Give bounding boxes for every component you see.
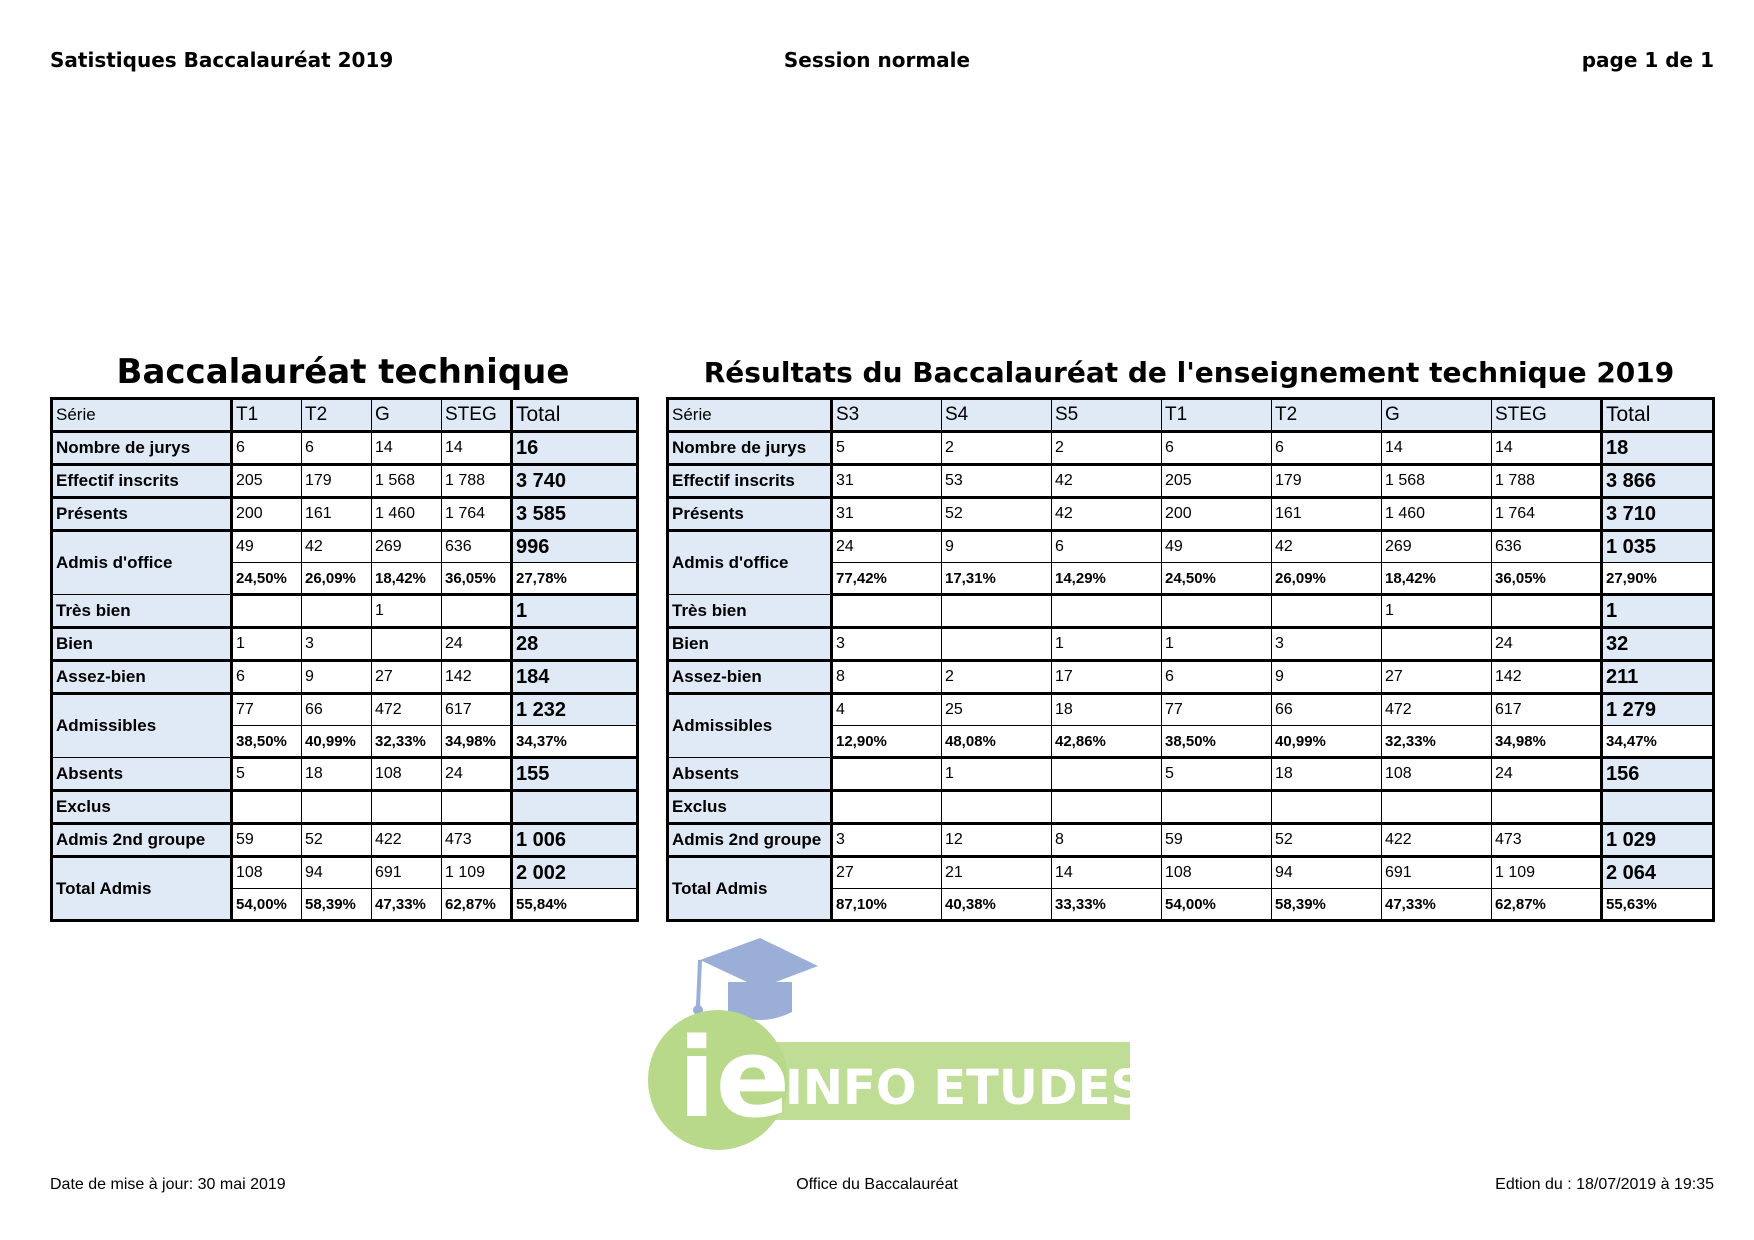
row-label: Admis d'office (668, 531, 832, 595)
info-etudes-logo-graphic (640, 930, 1170, 1150)
data-cell: 6 (1162, 661, 1272, 694)
page-indicator: page 1 de 1 (1581, 48, 1714, 72)
data-cell: 3 (832, 628, 942, 661)
data-cell: 108 (1382, 758, 1492, 791)
table-header-row (668, 399, 1714, 432)
percentage-cell: 58,39% (302, 889, 372, 921)
table-row (668, 465, 1714, 498)
data-cell: 5 (1162, 758, 1272, 791)
data-cell: 66 (302, 694, 372, 726)
data-cell: 108 (372, 758, 442, 791)
total-percentage-cell: 27,90% (1602, 563, 1714, 595)
data-cell (832, 791, 942, 824)
row-label: Très bien (668, 595, 832, 628)
column-header: T2 (1272, 399, 1382, 432)
data-cell: 473 (1492, 824, 1602, 857)
data-cell: 1 (1382, 595, 1492, 628)
data-cell: 1 764 (1492, 498, 1602, 531)
table-row (52, 661, 638, 694)
data-cell (372, 628, 442, 661)
total-cell: 18 (1602, 432, 1714, 465)
total-cell: 16 (512, 432, 638, 465)
total-cell: 1 232 (512, 694, 638, 726)
data-cell: 9 (942, 531, 1052, 563)
data-cell: 42 (1052, 465, 1162, 498)
row-label: Bien (668, 628, 832, 661)
total-cell: 2 002 (512, 857, 638, 889)
data-cell: 1 109 (1492, 857, 1602, 889)
table-1-title: Baccalauréat technique (116, 352, 570, 392)
data-cell (1162, 595, 1272, 628)
total-percentage-cell: 55,63% (1602, 889, 1714, 921)
data-cell: 49 (232, 531, 302, 563)
data-cell: 1 788 (442, 465, 512, 498)
data-cell: 1 (232, 628, 302, 661)
percentage-cell: 38,50% (1162, 726, 1272, 758)
logo-text: INFO ETUDES (785, 1060, 1146, 1116)
percentage-cell: 87,10% (832, 889, 942, 921)
data-cell: 18 (1272, 758, 1382, 791)
office-name: Office du Baccalauréat (796, 1176, 958, 1193)
data-cell: 53 (942, 465, 1052, 498)
data-cell: 42 (1052, 498, 1162, 531)
column-header: T2 (302, 399, 372, 432)
data-cell: 1 568 (1382, 465, 1492, 498)
row-label: Admissibles (668, 694, 832, 758)
data-cell: 1 764 (442, 498, 512, 531)
data-cell: 1 788 (1492, 465, 1602, 498)
data-cell: 5 (232, 758, 302, 791)
total-cell: 28 (512, 628, 638, 661)
data-cell: 18 (302, 758, 372, 791)
column-header: S3 (832, 399, 942, 432)
data-cell: 422 (1382, 824, 1492, 857)
data-cell: 24 (442, 628, 512, 661)
data-cell: 205 (1162, 465, 1272, 498)
row-label: Nombre de jurys (52, 432, 232, 465)
column-header: Total (1602, 399, 1714, 432)
percentage-cell: 58,39% (1272, 889, 1382, 921)
data-cell: 21 (942, 857, 1052, 889)
data-cell (832, 595, 942, 628)
data-cell: 17 (1052, 661, 1162, 694)
data-cell: 6 (302, 432, 372, 465)
percentage-cell: 38,50% (232, 726, 302, 758)
data-cell: 6 (1162, 432, 1272, 465)
total-cell: 1 006 (512, 824, 638, 857)
data-cell: 3 (302, 628, 372, 661)
row-label: Total Admis (668, 857, 832, 921)
data-cell: 14 (1492, 432, 1602, 465)
data-cell: 25 (942, 694, 1052, 726)
data-cell: 6 (232, 432, 302, 465)
percentage-cell: 42,86% (1052, 726, 1162, 758)
table-row (668, 791, 1714, 824)
row-label: Admis 2nd groupe (52, 824, 232, 857)
table-row (668, 432, 1714, 465)
row-label: Admissibles (52, 694, 232, 758)
total-cell: 211 (1602, 661, 1714, 694)
data-cell (1272, 791, 1382, 824)
data-cell: 52 (1272, 824, 1382, 857)
data-cell (302, 595, 372, 628)
data-cell: 5 (832, 432, 942, 465)
data-cell: 14 (1052, 857, 1162, 889)
data-cell: 1 (942, 758, 1052, 791)
data-cell: 205 (232, 465, 302, 498)
data-cell: 59 (232, 824, 302, 857)
total-percentage-cell: 55,84% (512, 889, 638, 921)
data-cell (232, 595, 302, 628)
data-cell (1272, 595, 1382, 628)
data-cell: 12 (942, 824, 1052, 857)
data-cell (1492, 791, 1602, 824)
data-cell (442, 595, 512, 628)
data-cell: 8 (832, 661, 942, 694)
data-cell (442, 791, 512, 824)
percentage-cell: 32,33% (372, 726, 442, 758)
data-cell: 142 (1492, 661, 1602, 694)
data-cell: 617 (1492, 694, 1602, 726)
data-cell: 52 (942, 498, 1052, 531)
total-cell: 1 (512, 595, 638, 628)
total-cell: 32 (1602, 628, 1714, 661)
percentage-cell: 77,42% (832, 563, 942, 595)
data-cell: 24 (1492, 758, 1602, 791)
table-row (52, 465, 638, 498)
data-cell: 691 (1382, 857, 1492, 889)
data-cell (832, 758, 942, 791)
percentage-cell: 33,33% (1052, 889, 1162, 921)
column-header: S4 (942, 399, 1052, 432)
data-cell: 4 (832, 694, 942, 726)
percentage-cell: 17,31% (942, 563, 1052, 595)
data-cell: 27 (372, 661, 442, 694)
data-cell: 269 (372, 531, 442, 563)
total-cell (1602, 791, 1714, 824)
data-cell (1052, 595, 1162, 628)
percentage-cell: 54,00% (232, 889, 302, 921)
update-date: Date de mise à jour: 30 mai 2019 (50, 1176, 286, 1193)
total-cell: 184 (512, 661, 638, 694)
row-label: Absents (52, 758, 232, 791)
data-cell (1162, 791, 1272, 824)
table-row (52, 531, 638, 563)
bac-technique-table (50, 397, 639, 922)
percentage-cell: 40,38% (942, 889, 1052, 921)
data-cell: 24 (832, 531, 942, 563)
table-row (52, 857, 638, 889)
percentage-cell: 36,05% (1492, 563, 1602, 595)
data-cell: 1 460 (1382, 498, 1492, 531)
table-row (668, 628, 1714, 661)
data-cell: 179 (1272, 465, 1382, 498)
column-header: T1 (1162, 399, 1272, 432)
data-cell: 52 (302, 824, 372, 857)
data-cell: 42 (1272, 531, 1382, 563)
row-label: Présents (52, 498, 232, 531)
total-cell: 1 035 (1602, 531, 1714, 563)
row-label: Très bien (52, 595, 232, 628)
data-cell: 77 (232, 694, 302, 726)
data-cell: 18 (1052, 694, 1162, 726)
data-cell: 1 460 (372, 498, 442, 531)
data-cell: 14 (442, 432, 512, 465)
data-cell: 142 (442, 661, 512, 694)
data-cell (302, 791, 372, 824)
data-cell: 6 (232, 661, 302, 694)
data-cell: 2 (942, 432, 1052, 465)
table-row (52, 791, 638, 824)
table-2-title: Résultats du Baccalauréat de l'enseignement technique 2019 (703, 356, 1675, 389)
bac-enseignement-technique-table (666, 397, 1715, 922)
percentage-cell: 47,33% (372, 889, 442, 921)
column-header: STEG (1492, 399, 1602, 432)
row-label: Total Admis (52, 857, 232, 921)
row-label: Bien (52, 628, 232, 661)
column-header: T1 (232, 399, 302, 432)
total-cell: 1 279 (1602, 694, 1714, 726)
percentage-cell: 26,09% (302, 563, 372, 595)
percentage-cell: 26,09% (1272, 563, 1382, 595)
column-header: Série (52, 399, 232, 432)
data-cell: 6 (1052, 531, 1162, 563)
data-cell: 472 (372, 694, 442, 726)
data-cell (942, 595, 1052, 628)
table-row (52, 498, 638, 531)
info-etudes-logo (640, 930, 1170, 1150)
percentage-cell: 62,87% (442, 889, 512, 921)
data-cell: 27 (1382, 661, 1492, 694)
data-cell (942, 791, 1052, 824)
data-cell: 42 (302, 531, 372, 563)
data-cell (1052, 758, 1162, 791)
column-header: S5 (1052, 399, 1162, 432)
data-cell: 66 (1272, 694, 1382, 726)
table-row (668, 531, 1714, 563)
data-cell: 3 (1272, 628, 1382, 661)
data-cell (232, 791, 302, 824)
data-cell: 1 (372, 595, 442, 628)
data-cell: 161 (1272, 498, 1382, 531)
column-header: G (372, 399, 442, 432)
total-percentage-cell: 27,78% (512, 563, 638, 595)
percentage-cell: 40,99% (1272, 726, 1382, 758)
row-label: Présents (668, 498, 832, 531)
percentage-cell: 12,90% (832, 726, 942, 758)
table-row (668, 857, 1714, 889)
data-cell: 636 (442, 531, 512, 563)
data-cell: 1 (1162, 628, 1272, 661)
data-cell (1382, 791, 1492, 824)
data-cell: 31 (832, 465, 942, 498)
table-header-row (52, 399, 638, 432)
session-label: Session normale (783, 48, 971, 72)
percentage-cell: 36,05% (442, 563, 512, 595)
row-label: Admis d'office (52, 531, 232, 595)
data-cell: 1 109 (442, 857, 512, 889)
row-label: Admis 2nd groupe (668, 824, 832, 857)
percentage-cell: 34,98% (442, 726, 512, 758)
data-cell: 108 (232, 857, 302, 889)
data-cell: 200 (1162, 498, 1272, 531)
data-cell: 691 (372, 857, 442, 889)
percentage-cell: 18,42% (372, 563, 442, 595)
row-label: Nombre de jurys (668, 432, 832, 465)
data-cell: 473 (442, 824, 512, 857)
column-header: STEG (442, 399, 512, 432)
column-header: Total (512, 399, 638, 432)
total-percentage-cell: 34,37% (512, 726, 638, 758)
data-cell: 9 (1272, 661, 1382, 694)
total-cell: 2 064 (1602, 857, 1714, 889)
data-cell: 94 (1272, 857, 1382, 889)
total-cell: 3 585 (512, 498, 638, 531)
data-cell: 3 (832, 824, 942, 857)
table-row (668, 661, 1714, 694)
percentage-cell: 18,42% (1382, 563, 1492, 595)
data-cell: 179 (302, 465, 372, 498)
row-label: Exclus (52, 791, 232, 824)
percentage-cell: 24,50% (1162, 563, 1272, 595)
percentage-cell: 32,33% (1382, 726, 1492, 758)
data-cell: 1 568 (372, 465, 442, 498)
percentage-cell: 62,87% (1492, 889, 1602, 921)
table-row (668, 498, 1714, 531)
data-cell (942, 628, 1052, 661)
data-cell: 472 (1382, 694, 1492, 726)
data-cell: 6 (1272, 432, 1382, 465)
total-cell: 996 (512, 531, 638, 563)
total-cell (512, 791, 638, 824)
data-cell: 617 (442, 694, 512, 726)
logo-letters: ie (677, 1014, 791, 1142)
report-title: Satistiques Baccalauréat 2019 (50, 48, 394, 72)
row-label: Effectif inscrits (52, 465, 232, 498)
data-cell: 161 (302, 498, 372, 531)
edition-date: Edtion du : 18/07/2019 à 19:35 (1495, 1176, 1714, 1193)
percentage-cell: 14,29% (1052, 563, 1162, 595)
data-cell: 94 (302, 857, 372, 889)
data-cell: 9 (302, 661, 372, 694)
data-cell: 24 (442, 758, 512, 791)
data-cell: 1 (1052, 628, 1162, 661)
total-cell: 3 710 (1602, 498, 1714, 531)
data-cell: 422 (372, 824, 442, 857)
total-cell: 1 029 (1602, 824, 1714, 857)
total-cell: 3 866 (1602, 465, 1714, 498)
data-cell: 49 (1162, 531, 1272, 563)
table-row (52, 595, 638, 628)
data-cell: 24 (1492, 628, 1602, 661)
data-cell: 77 (1162, 694, 1272, 726)
data-cell: 14 (372, 432, 442, 465)
table-row (52, 824, 638, 857)
data-cell: 59 (1162, 824, 1272, 857)
table-row (668, 595, 1714, 628)
data-cell: 31 (832, 498, 942, 531)
column-header: G (1382, 399, 1492, 432)
data-cell: 200 (232, 498, 302, 531)
total-cell: 155 (512, 758, 638, 791)
total-cell: 1 (1602, 595, 1714, 628)
data-cell (1382, 628, 1492, 661)
percentage-cell: 48,08% (942, 726, 1052, 758)
column-header: Série (668, 399, 832, 432)
data-cell (1052, 791, 1162, 824)
table-row (668, 694, 1714, 726)
percentage-cell: 34,98% (1492, 726, 1602, 758)
table-row (668, 758, 1714, 791)
data-cell: 269 (1382, 531, 1492, 563)
total-cell: 156 (1602, 758, 1714, 791)
data-cell (372, 791, 442, 824)
data-cell: 2 (1052, 432, 1162, 465)
percentage-cell: 24,50% (232, 563, 302, 595)
percentage-cell: 54,00% (1162, 889, 1272, 921)
data-cell: 108 (1162, 857, 1272, 889)
data-cell: 8 (1052, 824, 1162, 857)
row-label: Effectif inscrits (668, 465, 832, 498)
table-row (52, 628, 638, 661)
percentage-cell: 40,99% (302, 726, 372, 758)
data-cell: 2 (942, 661, 1052, 694)
data-cell: 14 (1382, 432, 1492, 465)
data-cell: 27 (832, 857, 942, 889)
total-percentage-cell: 34,47% (1602, 726, 1714, 758)
data-cell: 636 (1492, 531, 1602, 563)
table-row (52, 694, 638, 726)
total-cell: 3 740 (512, 465, 638, 498)
table-row (668, 824, 1714, 857)
percentage-cell: 47,33% (1382, 889, 1492, 921)
data-cell (1492, 595, 1602, 628)
row-label: Absents (668, 758, 832, 791)
table-row (52, 758, 638, 791)
row-label: Exclus (668, 791, 832, 824)
row-label: Assez-bien (668, 661, 832, 694)
row-label: Assez-bien (52, 661, 232, 694)
table-row (52, 432, 638, 465)
